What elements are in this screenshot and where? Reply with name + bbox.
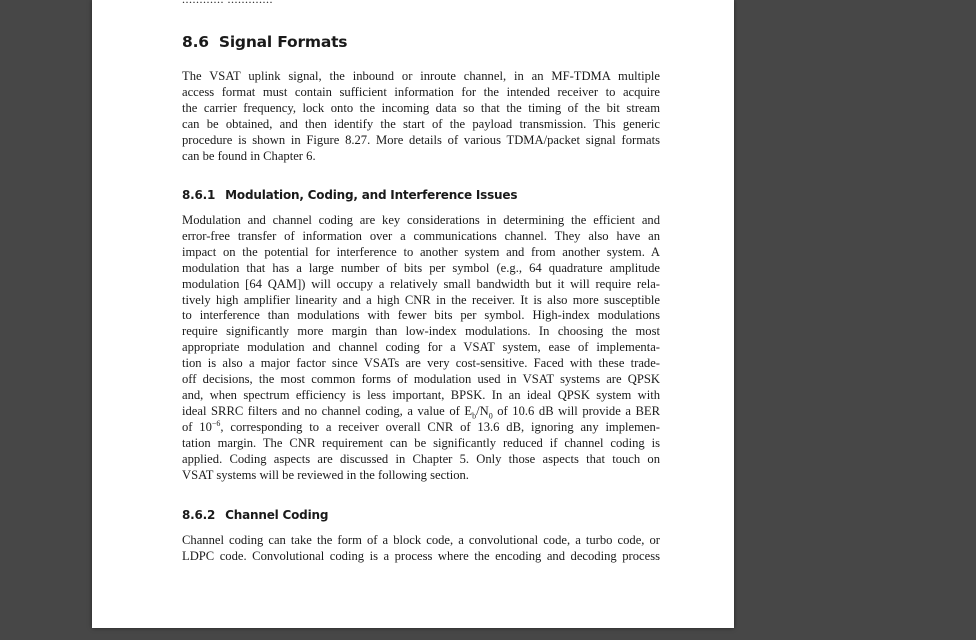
section-heading — [182, 33, 347, 51]
text-line: The VSAT uplink signal, the inbound or inroute channel, in an MF-TDMA multiple — [182, 69, 660, 83]
text-line: LDPC code. Convolutional coding is a process where the encoding and decoding process — [182, 548, 660, 563]
ber-text-line: of $10^{-6}$, corresponding to a receiver overall CNR of 13.6 dB, ignoring any implemen- — [182, 418, 660, 434]
text-line: and, when spectrum efficiency is less important, BPSK. In an ideal QPSK system with — [182, 387, 660, 402]
text-line: tion is also a major factor since VSATs are very cost-sensitive. Faced with these trade- — [182, 356, 660, 371]
subsection-title: Modulation, Coding, and Interference Issues — [225, 188, 518, 202]
previous-page-text-fragment — [182, 0, 273, 7]
text-line: impact on the potential for interference to another system and from another system. A — [182, 244, 660, 259]
text-line: tively high amplifier linearity and a high CNR in the receiver. It is also more susceptible — [182, 292, 660, 307]
subsection-number: 8.6.2 — [182, 508, 216, 522]
channel-coding-paragraph — [182, 533, 660, 565]
text-line: access format must contain sufficient information for the intended receiver to acquire — [182, 84, 660, 99]
text-line: tation margin. The CNR requirement can be significantly reduced if channel coding is — [182, 435, 660, 450]
subsection-heading-channel-coding — [182, 508, 328, 522]
text-line: off decisions, the most common forms of modulation used in VSAT systems are QPSK — [182, 372, 660, 387]
text-line: VSAT systems will be reviewed in the following section. — [182, 467, 469, 482]
section-number: 8.6 — [182, 33, 209, 51]
ebno-text-line: ideal SRRC filters and no channel coding, a value of $E_b/N_0$ of 10.6 dB will provide a BER — [182, 403, 660, 421]
text-line: Channel coding can take the form of a block code, a convolutional code, a turbo code, or — [182, 533, 660, 547]
subsection-heading-modulation — [182, 188, 517, 202]
subsection-number: 8.6.1 — [182, 188, 216, 202]
text-line: procedure is shown in Figure 8.27. More details of various TDMA/packet signal formats — [182, 132, 660, 147]
text-line: can be found in Chapter 6. — [182, 148, 316, 163]
text-line: the carrier frequency, lock onto the incoming data so that the timing of the bit stream — [182, 100, 660, 115]
text-line: Modulation and channel coding are key considerations in determining the efficient and — [182, 213, 660, 227]
subsection-title: Channel Coding — [225, 508, 329, 522]
text-line: require significantly more margin than low-index modulations. In choosing the most — [182, 324, 660, 339]
text-line: modulation that has a large number of bits per symbol (e.g., 64 quadrature amplitude — [182, 260, 660, 275]
modulation-paragraph — [182, 213, 660, 483]
text-line: to interference than modulations with fewer bits per symbol. High-index modulations — [182, 308, 660, 323]
text-line: modulation [64 QAM]) will occupy a relatively small bandwidth but it will require rela- — [182, 276, 660, 291]
document-page — [92, 0, 734, 628]
text-line: appropriate modulation and channel coding for a VSAT system, ease of implementa- — [182, 340, 660, 355]
text-line: error-free transfer of information over a communications channel. They also have an — [182, 228, 660, 243]
section-paragraph — [182, 69, 660, 164]
section-title: Signal Formats — [218, 33, 348, 51]
text-line: can be obtained, and then identify the start of the payload transmission. This generic — [182, 116, 660, 131]
text-line: applied. Coding aspects are discussed in Chapter 5. Only those aspects that touch on — [182, 451, 660, 466]
